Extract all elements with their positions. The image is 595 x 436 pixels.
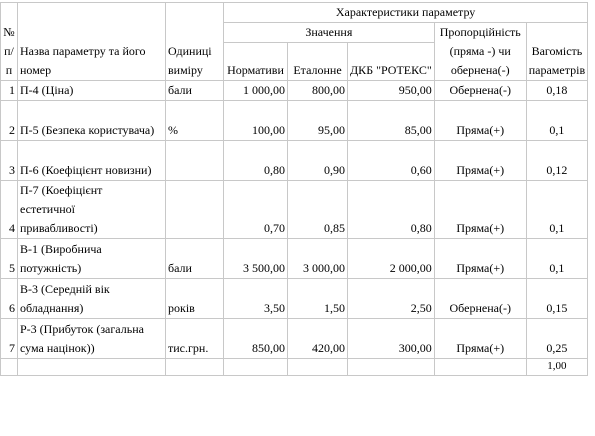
- header-param-name: [18, 3, 166, 81]
- header-weight-line: Вагомість: [531, 44, 583, 58]
- etalon-value: 800,00: [288, 81, 348, 101]
- header-num: [1, 3, 18, 81]
- empty-cell: [434, 359, 526, 376]
- header-weight-line: параметрів: [528, 63, 586, 77]
- empty-cell: [224, 359, 288, 376]
- table-row: [1, 319, 588, 359]
- table-row: [1, 239, 588, 279]
- table-row: [1, 101, 588, 141]
- param-name: [18, 181, 166, 239]
- weight: 0,15: [526, 279, 587, 319]
- norm-value: 0,80: [224, 141, 288, 181]
- header-weight: [526, 23, 587, 81]
- norm-value: 3 500,00: [224, 239, 288, 279]
- param-name: [18, 239, 166, 279]
- header-num-line: п: [5, 63, 13, 77]
- unit: тис.грн.: [166, 319, 224, 359]
- dkb-value: 85,00: [348, 101, 435, 141]
- unit: бали: [166, 81, 224, 101]
- param-name: [18, 279, 166, 319]
- row-num: 6: [1, 279, 18, 319]
- etalon-value: 1,50: [288, 279, 348, 319]
- param-name-line: Р-3 (Прибуток (загальна: [20, 322, 144, 336]
- header-characteristics: Характеристики параметру: [224, 3, 588, 23]
- row-num: 1: [1, 81, 18, 101]
- proportionality: Пряма(+): [434, 181, 526, 239]
- unit: років: [166, 279, 224, 319]
- header-num-line: п/: [4, 44, 14, 58]
- header-values-group: Значення: [224, 23, 435, 43]
- weight: 0,18: [526, 81, 587, 101]
- header-norm: Нормативи: [224, 43, 288, 81]
- empty-cell: [18, 359, 166, 376]
- header-proportionality-line: Пропорційність: [439, 25, 521, 39]
- parameters-table: [0, 2, 588, 376]
- norm-value: 100,00: [224, 101, 288, 141]
- proportionality: Пряма(+): [434, 141, 526, 181]
- norm-value: 1 000,00: [224, 81, 288, 101]
- header-proportionality-line: обернена(-): [450, 63, 510, 77]
- proportionality: Пряма(+): [434, 239, 526, 279]
- row-num: 4: [1, 181, 18, 239]
- param-name: [18, 141, 166, 181]
- dkb-value: 950,00: [348, 81, 435, 101]
- dkb-value: 2,50: [348, 279, 435, 319]
- weight: 0,1: [526, 181, 587, 239]
- header-unit-line: виміру: [168, 63, 203, 77]
- norm-value: 0,70: [224, 181, 288, 239]
- param-name-line: П-7 (Коефіцієнт: [20, 183, 103, 197]
- dkb-value: 0,60: [348, 141, 435, 181]
- header-param-name-line: Назва параметру та його: [20, 44, 146, 58]
- header-num-line: №: [3, 25, 15, 39]
- weight: 0,25: [526, 319, 587, 359]
- etalon-value: 0,85: [288, 181, 348, 239]
- header-unit: [166, 3, 224, 81]
- param-name-line: П-5 (Безпека користувача): [20, 123, 155, 137]
- empty-cell: [348, 359, 435, 376]
- unit: бали: [166, 239, 224, 279]
- proportionality: Обернена(-): [434, 279, 526, 319]
- row-num: 5: [1, 239, 18, 279]
- param-name-line: сума націнок)): [20, 341, 95, 355]
- table-row: [1, 279, 588, 319]
- proportionality: Пряма(+): [434, 101, 526, 141]
- param-name-line: П-6 (Коефіцієнт новизни): [20, 163, 152, 177]
- weight: 0,1: [526, 239, 587, 279]
- param-name: [18, 101, 166, 141]
- param-name-line: обладнання): [20, 301, 84, 315]
- empty-cell: [288, 359, 348, 376]
- etalon-value: 95,00: [288, 101, 348, 141]
- unit: [166, 141, 224, 181]
- total-weight: 1,00: [526, 359, 587, 376]
- table-row: [1, 81, 588, 101]
- param-name: [18, 81, 166, 101]
- header-dkb: ДКБ "РОТЕКС": [348, 43, 435, 81]
- proportionality: Обернена(-): [434, 81, 526, 101]
- table-row: [1, 181, 588, 239]
- table-row: [1, 141, 588, 181]
- param-name-line: В-3 (Середній вік: [20, 282, 110, 296]
- etalon-value: 3 000,00: [288, 239, 348, 279]
- weight: 0,1: [526, 101, 587, 141]
- param-name-line: В-1 (Виробнича: [20, 242, 102, 256]
- empty-cell: [166, 359, 224, 376]
- header-proportionality-line: (пряма -) чи: [449, 44, 511, 58]
- header-proportionality: [434, 23, 526, 81]
- etalon-value: 420,00: [288, 319, 348, 359]
- header-param-name-line: номер: [20, 63, 52, 77]
- unit: [166, 181, 224, 239]
- param-name: [18, 319, 166, 359]
- header-etalon: Еталонне: [288, 43, 348, 81]
- row-num: 3: [1, 141, 18, 181]
- row-num: 2: [1, 101, 18, 141]
- dkb-value: 0,80: [348, 181, 435, 239]
- proportionality: Пряма(+): [434, 319, 526, 359]
- norm-value: 850,00: [224, 319, 288, 359]
- param-name-line: привабливості): [20, 221, 98, 235]
- dkb-value: 2 000,00: [348, 239, 435, 279]
- unit: %: [166, 101, 224, 141]
- row-num: 7: [1, 319, 18, 359]
- param-name-line: потужність): [20, 261, 82, 275]
- etalon-value: 0,90: [288, 141, 348, 181]
- total-row: [1, 359, 588, 376]
- param-name-line: естетичної: [20, 202, 75, 216]
- param-name-line: П-4 (Ціна): [20, 83, 74, 97]
- header-unit-line: Одиниці: [168, 44, 212, 58]
- weight: 0,12: [526, 141, 587, 181]
- dkb-value: 300,00: [348, 319, 435, 359]
- norm-value: 3,50: [224, 279, 288, 319]
- empty-cell: [1, 359, 18, 376]
